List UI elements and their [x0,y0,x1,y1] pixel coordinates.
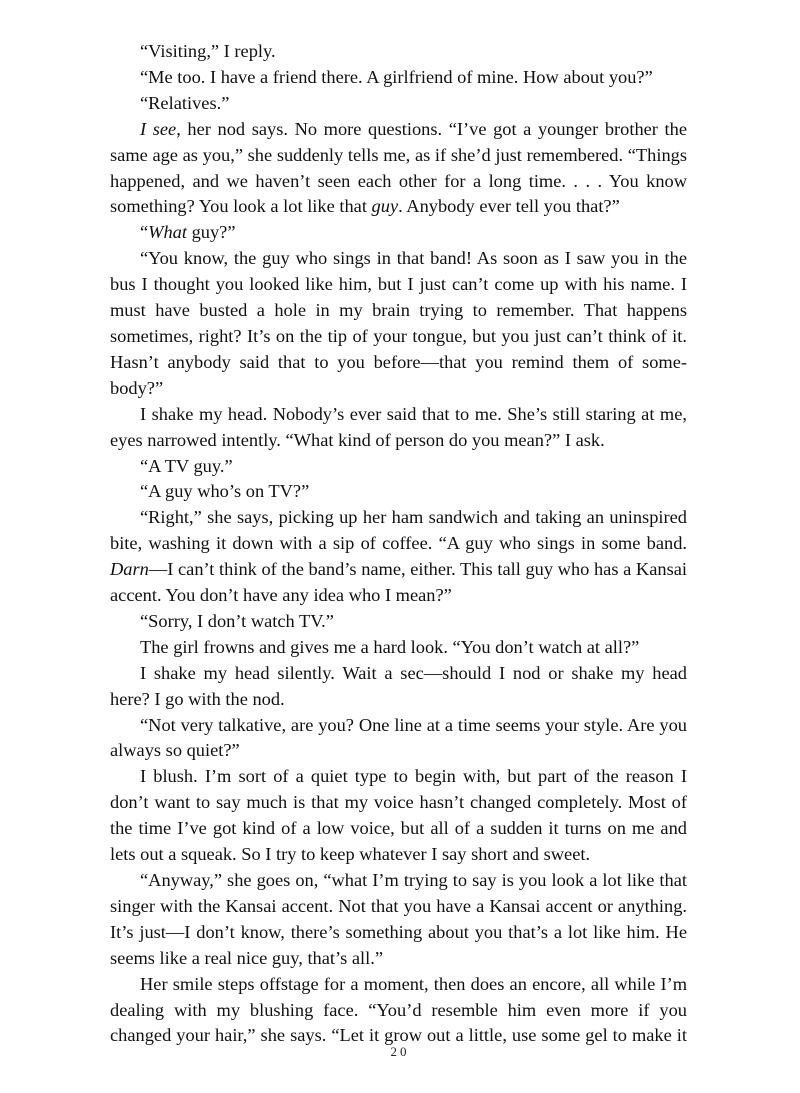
text-column [110,39,687,1049]
paragraph [110,117,687,221]
text-run: I blush. I’m sort of a quiet type to begin with, but part of the reason I don’t want to say much is that my voice hasn’t changed completely. Most of the time I’ve got kind of a low voice, but all of a sudden it turns on me and lets out a squeak. So I try to keep whatever I say short and sweet. [110,766,687,865]
paragraph [110,505,687,609]
paragraph [110,402,687,454]
paragraph [110,868,687,972]
paragraph [110,246,687,401]
text-run: . Anybody ever tell you that?” [398,196,620,217]
paragraph [110,972,687,1050]
paragraph [110,764,687,868]
text-run: “Anyway,” she goes on, “what I’m trying to say is you look a lot like that singer with the Kansai accent. Not that you have a Kansai accent or anything. It’s just—I don’t know, there’s something about you that’s a lot like him. He seems like a real nice guy, that’s all.” [110,870,687,968]
text-run: “A TV guy.” [140,455,233,476]
text-run: “ [140,222,149,243]
text-run: “Right,” she says, picking up her ham sandwich and taking an uninspired bite, washing it down with a sip of coffee. “A guy who sings in some band. [110,507,687,554]
text-run: “Not very talkative, are you? One line at a time seems your style. Are you always so quiet?” [110,714,687,761]
text-run: I shake my head. Nobody’s ever said that to me. She’s still staring at me, eyes narrowed intently. “What kind of person do you mean?” I ask. [110,403,687,450]
paragraph [110,479,687,505]
text-run: Her smile steps offstage for a moment, then does an encore, all while I’m dealing with my blushing face. “You’d resemble him even more if you changed your hair,” she says. “Let it grow out a little, use some gel to make it [110,973,687,1046]
text-run: guy?” [187,222,236,243]
italic-run: guy [371,196,399,217]
paragraph [110,661,687,713]
text-run: I shake my head silently. Wait a sec—should I nod or shake my head here? I go with the nod. [110,662,687,709]
italic-run: Darn [110,559,149,580]
text-run: “Visiting,” I reply. [140,41,276,61]
page-number: 20 [390,1044,410,1059]
text-run: —I can’t think of the band’s name, either. This tall guy who has a Kansai accent. You don’t have any idea who I mean?” [110,559,687,606]
paragraph [110,454,687,480]
paragraph [110,39,687,65]
paragraph [110,635,687,661]
text-run: “Me too. I have a friend there. A girlfriend of mine. How about you?” [140,66,653,87]
paragraph [110,220,687,246]
text-run: The girl frowns and gives me a hard look. “You don’t watch at all?” [140,636,640,657]
page-body [110,39,687,1049]
text-run: , her nod says. No more questions. “I’ve got a younger brother the same age as you,” she suddenly tells me, as if she’d just remembered. “Things happened, and we haven’t seen each other for a long time. . . . You know something? You look a lot like that [110,118,687,217]
italic-run: What [148,222,187,243]
text-run: “You know, the guy who sings in that band! As soon as I saw you in the bus I thought you looked like him, but I just can’t come up with his name. I must have busted a hole in my brain trying to remember. That happens sometimes, right? It’s on the tip of your tongue, but you just can’t think of it. Hasn’t anybody said that to you before—that you remind them of some-body?” [110,248,687,398]
italic-run: I see [140,118,177,139]
paragraph [110,609,687,635]
text-run: “A guy who’s on TV?” [140,481,310,502]
paragraph [110,65,687,91]
paragraph [110,713,687,765]
text-run: “Relatives.” [140,92,230,113]
paragraph [110,91,687,117]
text-run: “Sorry, I don’t watch TV.” [140,610,334,631]
